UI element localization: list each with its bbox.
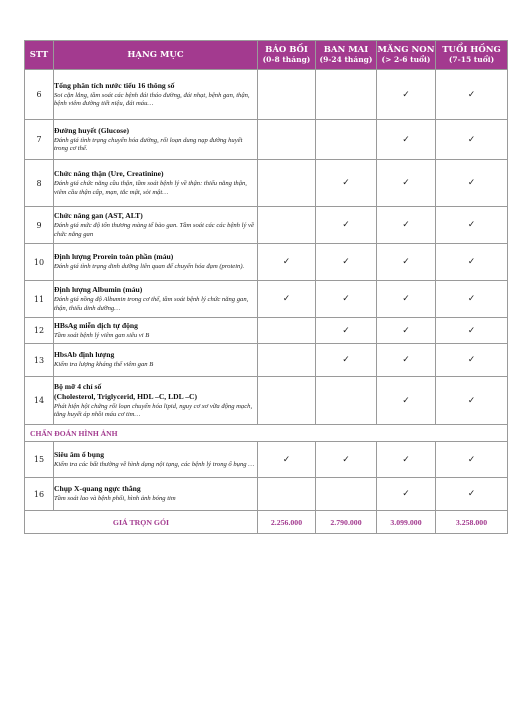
check-cell: [377, 70, 436, 120]
check-mark-icon: ✓: [467, 134, 476, 145]
package-age-range: (7-15 tuổi): [448, 55, 495, 64]
row-item: [54, 120, 258, 160]
check-cell: [258, 160, 316, 207]
price-mang-non: 3.099.000: [377, 511, 436, 534]
check-mark-icon: ✓: [467, 294, 476, 304]
item-title: Chức năng gan (AST, ALT): [54, 211, 143, 221]
row-item: [54, 207, 258, 244]
row-number: 12: [25, 318, 54, 344]
row-item: [54, 244, 258, 281]
check-cell: [436, 207, 508, 244]
item-title: Tổng phân tích nước tiểu 16 thông số: [54, 80, 175, 90]
row-item: [54, 377, 258, 425]
row-number: 11: [25, 281, 54, 318]
check-cell: [258, 244, 316, 281]
check-cell: [316, 160, 377, 207]
table-row: [25, 160, 508, 207]
check-mark-icon: ✓: [282, 257, 291, 267]
item-description: Đánh giá chức năng cầu thận, tầm soát bệnh lý về thận: thiểu năng thận, viêm cầu thận cấp, mạn, tắc mật, sỏi mật…: [54, 180, 247, 196]
item-title: HbsAb định lượng: [54, 350, 115, 360]
table-row: [25, 318, 508, 344]
check-cell: [316, 207, 377, 244]
check-mark-icon: ✓: [467, 489, 476, 499]
check-mark-icon: ✓: [402, 89, 410, 100]
check-cell: [436, 442, 508, 478]
check-mark-icon: ✓: [342, 325, 350, 336]
check-mark-icon: ✓: [402, 395, 410, 406]
check-cell: [377, 478, 436, 511]
table-row: [25, 377, 508, 425]
table-row: [25, 207, 508, 244]
price-tuoi-hong: 3.258.000: [436, 511, 508, 534]
check-cell: [258, 377, 316, 425]
header-stt: STT: [25, 41, 54, 70]
check-mark-icon: ✓: [402, 178, 410, 188]
check-mark-icon: ✓: [467, 454, 476, 465]
row-number: 14: [25, 377, 54, 425]
section-header-row: [25, 425, 508, 442]
item-title: Chụp X-quang ngực thẳng: [54, 484, 141, 494]
check-cell: [377, 281, 436, 318]
row-item: [54, 281, 258, 318]
check-mark-icon: ✓: [467, 178, 476, 188]
check-cell: [377, 207, 436, 244]
item-description: Đánh giá nồng độ Albumin trong cơ thể, tầm soát bệnh lý chức năng gan, thận, thiểu dinh dưỡng…: [54, 296, 249, 312]
package-name: BAN MAI: [323, 45, 369, 55]
row-item: [54, 442, 258, 478]
package-name: BÁO BỐI: [265, 45, 308, 55]
item-title-detail: (Cholesterol, Triglycerid, HDL –C, LDL –C): [54, 391, 198, 401]
check-mark-icon: ✓: [402, 454, 410, 465]
check-cell: [377, 244, 436, 281]
check-cell: [377, 120, 436, 160]
item-description: Soi cặn lắng, tầm soát các bệnh đái tháo đường, đái nhạt, bệnh gan, thận, bệnh viêm đường tiết niệu, đái máu…: [54, 91, 250, 107]
item-description: Đánh giá mức độ tổn thương màng tế bào gan. Tầm soát các các bệnh lý về chức năng gan: [54, 222, 254, 238]
check-cell: [377, 318, 436, 344]
check-cell: [258, 281, 316, 318]
package-name: TUỔI HỒNG: [442, 45, 501, 55]
check-cell: [436, 281, 508, 318]
check-mark-icon: ✓: [342, 454, 350, 465]
check-cell: [377, 344, 436, 377]
row-number: 7: [25, 120, 54, 160]
item-description: Tầm soát bệnh lý viêm gan siêu vi B: [54, 331, 150, 339]
row-item: [54, 478, 258, 511]
check-cell: [436, 160, 508, 207]
check-cell: [258, 344, 316, 377]
check-cell: [436, 244, 508, 281]
row-item: [54, 318, 258, 344]
check-mark-icon: ✓: [467, 89, 476, 100]
check-cell: [436, 70, 508, 120]
check-mark-icon: ✓: [402, 355, 410, 365]
check-mark-icon: ✓: [467, 395, 476, 406]
table-row: [25, 244, 508, 281]
item-title: Bộ mỡ 4 chỉ số: [54, 381, 102, 391]
check-cell: [258, 318, 316, 344]
item-description: Tầm soát lao và bệnh phổi, hình ảnh bóng tim: [54, 495, 176, 503]
check-cell: [316, 318, 377, 344]
item-description: Phát hiện hội chứng rối loạn chuyển hóa lipid, nguy cơ xơ vữa động mạch, tăng huyết áp nhồi máu cơ tim…: [54, 402, 253, 418]
check-mark-icon: ✓: [342, 257, 350, 267]
row-item: [54, 70, 258, 120]
check-cell: [436, 318, 508, 344]
table-row: [25, 70, 508, 120]
item-title: Đường huyết (Glucose): [54, 125, 129, 135]
check-mark-icon: ✓: [467, 257, 476, 267]
table-row: [25, 120, 508, 160]
row-number: 15: [25, 442, 54, 478]
item-title: Định lượng Albumin (máu): [54, 285, 143, 295]
check-cell: [377, 160, 436, 207]
check-mark-icon: ✓: [402, 257, 410, 267]
item-title: HBsAg miễn dịch tự động: [54, 320, 138, 330]
row-number: 10: [25, 244, 54, 281]
total-label: GIÁ TRỌN GÓI: [25, 511, 258, 534]
row-number: 9: [25, 207, 54, 244]
check-cell: [316, 281, 377, 318]
lab-tests-body: [25, 70, 508, 534]
header-package-ban-mai: [316, 41, 377, 70]
item-title: Siêu âm ổ bụng: [54, 449, 105, 459]
check-cell: [258, 478, 316, 511]
header-package-mang-non: [377, 41, 436, 70]
check-cell: [258, 207, 316, 244]
check-mark-icon: ✓: [342, 178, 350, 188]
item-title: Định lượng Prorein toàn phần (máu): [54, 252, 174, 262]
row-number: 13: [25, 344, 54, 377]
row-item: [54, 160, 258, 207]
check-cell: [436, 344, 508, 377]
item-title: Chức năng thận (Ure, Creatinine): [54, 169, 164, 179]
package-age-range: (> 2-6 tuổi): [381, 55, 431, 64]
check-cell: [316, 377, 377, 425]
check-mark-icon: ✓: [402, 325, 410, 336]
row-number: 16: [25, 478, 54, 511]
check-cell: [436, 377, 508, 425]
item-description: Kiểm tra các bất thường về hình dạng nội tạng, các bệnh lý trong ổ bụng …: [54, 460, 255, 468]
check-mark-icon: ✓: [342, 220, 350, 230]
check-mark-icon: ✓: [467, 355, 476, 365]
check-mark-icon: ✓: [282, 294, 291, 304]
table-row: [25, 281, 508, 318]
check-cell: [258, 120, 316, 160]
check-cell: [316, 442, 377, 478]
section-title-imaging: CHẨN ĐOÁN HÌNH ẢNH: [25, 425, 508, 442]
check-cell: [316, 70, 377, 120]
package-age-range: (0-8 tháng): [262, 55, 311, 64]
check-cell: [258, 70, 316, 120]
table-row: [25, 344, 508, 377]
check-mark-icon: ✓: [467, 325, 476, 336]
price-bao-boi: 2.256.000: [258, 511, 316, 534]
check-cell: [316, 344, 377, 377]
header-item: HẠNG MỤC: [54, 41, 258, 70]
check-mark-icon: ✓: [402, 220, 410, 230]
check-mark-icon: ✓: [342, 294, 350, 304]
check-cell: [258, 442, 316, 478]
item-description: Đánh giá tình trạng dinh dưỡng liên quan để chuyển hóa đạm (protein).: [54, 263, 245, 271]
header-package-tuoi-hong: [436, 41, 508, 70]
check-cell: [436, 478, 508, 511]
row-number: 6: [25, 70, 54, 120]
row-item: [54, 344, 258, 377]
item-description: Kiểm tra lượng kháng thể viêm gan B: [54, 361, 154, 369]
check-mark-icon: ✓: [402, 134, 410, 145]
total-price-row: [25, 511, 508, 534]
check-mark-icon: ✓: [282, 454, 291, 465]
check-cell: [316, 478, 377, 511]
check-mark-icon: ✓: [402, 489, 410, 499]
check-cell: [436, 120, 508, 160]
check-mark-icon: ✓: [342, 355, 350, 365]
header-package-bao-boi: [258, 41, 316, 70]
row-number: 8: [25, 160, 54, 207]
package-name: MĂNG NON: [377, 45, 435, 55]
check-cell: [316, 244, 377, 281]
package-table: [24, 40, 508, 534]
table-row: [25, 478, 508, 511]
item-description: Đánh giá tình trạng chuyển hóa đường, rối loạn dung nạp đường huyết trong cơ thể.: [54, 136, 243, 152]
package-age-range: (9-24 tháng): [319, 55, 373, 64]
check-mark-icon: ✓: [467, 220, 476, 230]
check-mark-icon: ✓: [402, 294, 410, 304]
table-row: [25, 442, 508, 478]
check-cell: [377, 377, 436, 425]
check-cell: [377, 442, 436, 478]
price-ban-mai: 2.790.000: [316, 511, 377, 534]
check-cell: [316, 120, 377, 160]
table-header-row: [25, 41, 508, 70]
